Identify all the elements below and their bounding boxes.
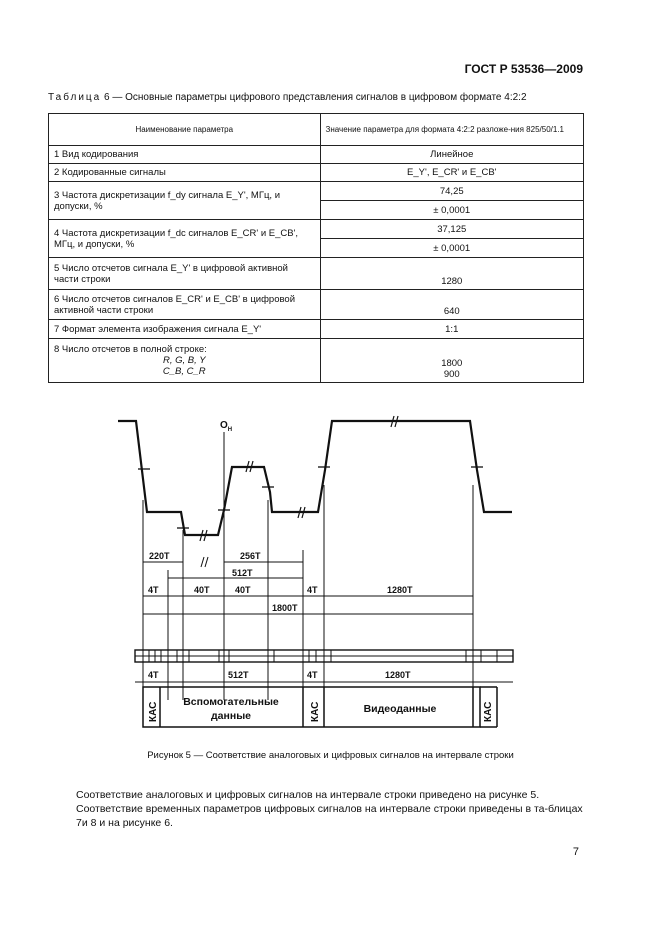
box-kas-3: КАС	[483, 701, 494, 722]
row-sublabel-rgby: R, G, B, Y	[162, 355, 206, 366]
table-row	[49, 320, 584, 339]
row-value: 1:1	[320, 320, 583, 339]
table-row	[49, 290, 584, 320]
table-row	[49, 164, 584, 182]
row-value: 640	[320, 290, 583, 320]
table-header-row	[49, 114, 584, 146]
low-dim-1280t: 1280T	[385, 670, 411, 680]
box-aux-line1: Вспомогательные	[183, 696, 279, 708]
oh-label	[220, 420, 232, 433]
dim-512t: 512T	[232, 568, 253, 578]
lower-dimension-lines	[135, 668, 513, 682]
row-value-chroma: 900	[443, 369, 460, 380]
dim-40t-a: 40T	[194, 585, 210, 595]
box-kas-1: КАС	[148, 701, 159, 722]
row-label: 5 Число отсчетов сигнала E_Y' в цифровой активной части строки	[49, 258, 321, 290]
figure-caption: Рисунок 5 — Соответствие аналоговых и цифровых сигналов на интервале строки	[147, 750, 514, 761]
dim-40t-b: 40T	[235, 585, 251, 595]
row-label: 2 Кодированные сигналы	[49, 164, 321, 182]
table-caption-text: 6 — Основные параметры цифрового представления сигналов в цифровом формате 4:2:2	[101, 92, 527, 103]
dim-1800t: 1800T	[272, 603, 298, 613]
row-value: Линейное	[320, 146, 583, 164]
dimension-break	[201, 557, 208, 567]
low-dim-4t-right: 4T	[307, 670, 318, 680]
row-value-group	[320, 339, 583, 383]
row-label: 4 Частота дискретизации f_dc сигналов E_CR' и E_CB', МГц, и допуски, %	[49, 220, 321, 258]
dim-256t: 256T	[240, 551, 261, 561]
analog-waveform	[118, 421, 512, 535]
row-value: 37,125	[320, 220, 583, 239]
row-value: 1800	[441, 358, 463, 369]
dim-4t-left: 4T	[148, 585, 159, 595]
table-row	[49, 182, 584, 201]
waveform-ticks	[138, 467, 483, 528]
parameters-table	[48, 113, 584, 383]
body-paragraph-2: Соответствие временных параметров цифровых сигналов на интервале строки приведены в та-блицах 7и 8 и на рисунке 6.	[76, 803, 583, 829]
row-value: 74,25	[320, 182, 583, 201]
standard-code: ГОСТ Р 53536—2009	[464, 62, 583, 76]
row-label: 1 Вид кодирования	[49, 146, 321, 164]
dim-220t: 220T	[149, 551, 170, 561]
row-value-tolerance: ± 0,0001	[320, 239, 583, 258]
body-paragraph-1: Соответствие аналоговых и цифровых сигналов на интервале строки приведено на рисунке 5.	[76, 789, 540, 801]
row-label: 3 Частота дискретизации f_dy сигнала E_Y', МГц, и допуски, %	[49, 182, 321, 220]
page-number: 7	[572, 846, 579, 858]
table-row	[49, 339, 584, 383]
oh-letter: O	[220, 420, 228, 431]
oh-subscript: H	[227, 427, 233, 433]
row-label: 7 Формат элемента изображения сигнала E_Y'	[49, 320, 321, 339]
low-dim-512t: 512T	[228, 670, 249, 680]
row-label: 8 Число отсчетов в полной строке:	[54, 344, 207, 355]
table-caption	[48, 92, 527, 103]
row-label-group	[49, 339, 321, 383]
row-value-tolerance: ± 0,0001	[320, 201, 583, 220]
row-value: 1280	[320, 258, 583, 290]
table-row	[49, 220, 584, 239]
row-label: 6 Число отсчетов сигналов E_CR' и E_CB' в цифровой активной части строки	[49, 290, 321, 320]
row-value: E_Y', E_CR' и E_CB'	[320, 164, 583, 182]
low-dim-4t-left: 4T	[148, 670, 159, 680]
table-row	[49, 146, 584, 164]
col-header-value	[320, 114, 583, 146]
digital-stream-bar	[135, 650, 513, 662]
box-kas-2: КАС	[310, 701, 321, 722]
row-sublabel-cbcr: C_B, C_R	[162, 366, 206, 377]
table-caption-word: Таблица	[48, 92, 102, 103]
box-aux-line2: данные	[211, 710, 251, 722]
table-row	[49, 258, 584, 290]
signal-timing-figure	[0, 400, 661, 745]
col-header-value-text: Значение параметра для формата 4:2:2 разложе-ния 825/50/1.1	[325, 125, 564, 134]
dim-1280t: 1280T	[387, 585, 413, 595]
dim-4t-right: 4T	[307, 585, 318, 595]
col-header-parameter: Наименование параметра	[49, 114, 321, 146]
box-video: Видеоданные	[363, 703, 437, 715]
